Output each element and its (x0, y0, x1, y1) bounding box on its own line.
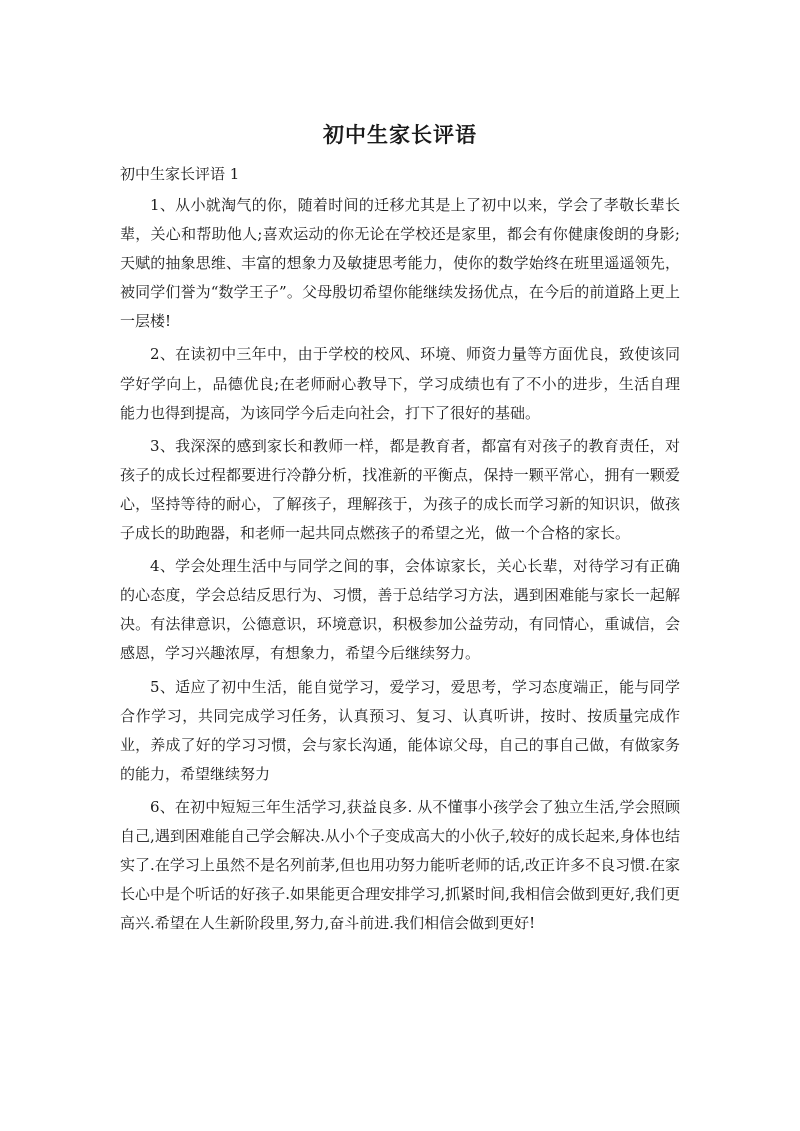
section-subtitle: 初中生家长评语 1 (120, 165, 240, 183)
document-body (120, 191, 680, 942)
paragraph-6: 6、在初中短短三年生活学习,获益良多. 从不懂事小孩学会了独立生活,学会照顾自己,遇到困难能自己学会解决.从小个子变成高大的小伙子,较好的成长起来,身体也结实了.在学习上虽然不是名列前茅,但也用功努力能听老师的话,改正许多不良习惯.在家长心中是个听话的好孩子.如果能更合理安排学习,抓紧时间,我相信会做到更好,我们更高兴.希望在人生新阶段里,努力,奋斗前进.我们相信会做到更好! (120, 797, 680, 933)
paragraph-2: 2、在读初中三年中，由于学校的校风、环境、师资力量等方面优良，致使该同学好学向上，品德优良;在老师耐心教导下，学习成绩也有了不小的进步，生活自理能力也得到提高，为该同学今后走向社会，打下了很好的基础。 (120, 345, 680, 422)
paragraph-5: 5、适应了初中生活，能自觉学习，爱学习，爱思考，学习态度端正，能与同学合作学习，共同完成学习任务，认真预习、复习、认真听讲，按时、按质量完成作业，养成了好的学习习惯，会与家长沟通，能体谅父母，自己的事自己做，有做家务的能力，希望继续努力 (120, 677, 680, 783)
document-title: 初中生家长评语 (323, 123, 477, 147)
paragraph-1: 1、从小就淘气的你，随着时间的迁移尤其是上了初中以来，学会了孝敬长辈长辈，关心和帮助他人;喜欢运动的你无论在学校还是家里，都会有你健康俊朗的身影;天赋的抽象思维、丰富的想象力及敏捷思考能力，使你的数学始终在班里遥遥领先，被同学们誉为“数学王子”。父母殷切希望你能继续发扬优点，在今后的前道路上更上一层楼! (120, 196, 680, 331)
paragraph-3: 3、我深深的感到家长和教师一样，都是教育者，都富有对孩子的教育责任，对孩子的成长过程都要进行冷静分析，找准新的平衡点，保持一颗平常心，拥有一颗爱心，坚持等待的耐心，了解孩子，理解孩于，为孩子的成长而学习新的知识识，做孩子成长的助跑器，和老师一起共同点燃孩子的希望之光，做一个合格的家长。 (120, 436, 680, 543)
paragraph-4: 4、学会处理生活中与同学之间的事，会体谅家长，关心长辈，对待学习有正确的心态度，学会总结反思行为、习惯，善于总结学习方法，遇到困难能与家长一起解决。有法律意识，公德意识，环境意识，积极参加公益劳动，有同情心，重诚信，会感恩，学习兴趣浓厚，有想象力，希望今后继续努力。 (120, 557, 680, 663)
